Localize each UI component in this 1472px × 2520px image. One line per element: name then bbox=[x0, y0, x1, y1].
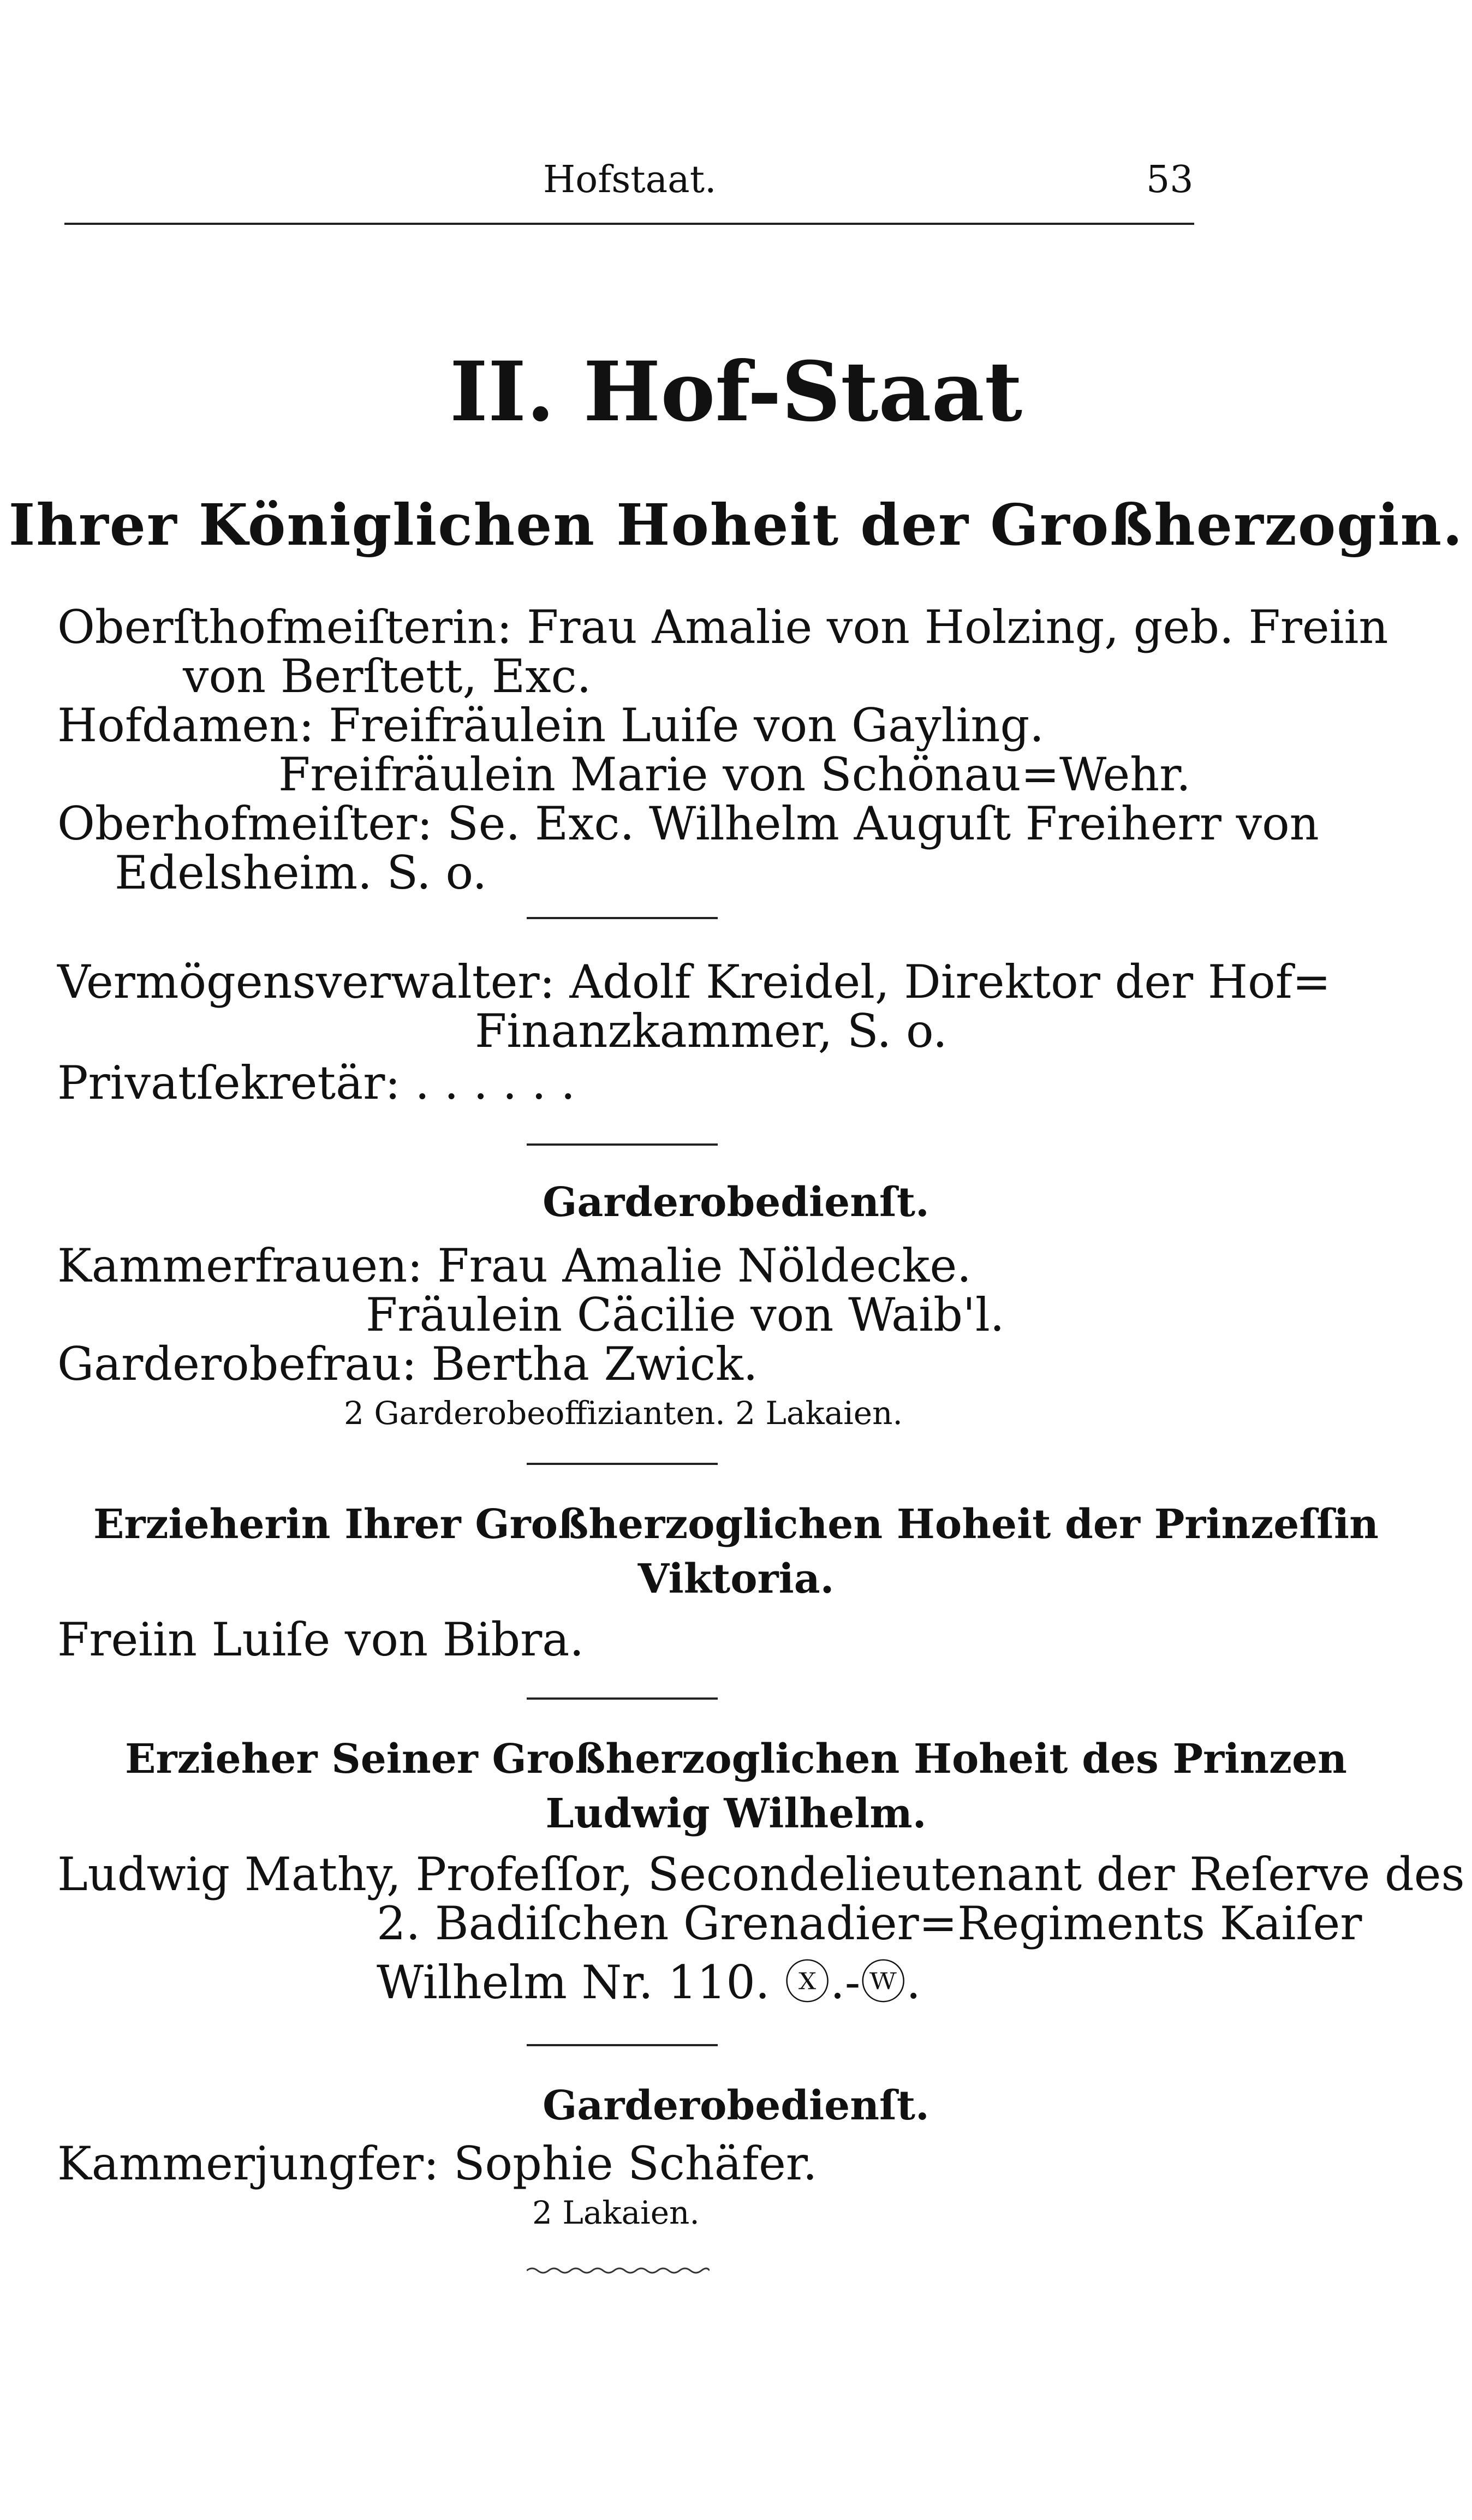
tutor-line3: Wilhelm Nr. 110. ⓧ.-ⓦ. bbox=[377, 1956, 921, 2009]
wardrobe2-staff: 2 Lakaien. bbox=[532, 2194, 700, 2231]
wardrobe2-heading: Garderobedienſt. bbox=[543, 2082, 929, 2129]
block1-line4: Freifräulein Marie von Schönau=Wehr. bbox=[278, 748, 1191, 801]
closing-ornament bbox=[527, 2265, 710, 2276]
separator-rule bbox=[527, 1143, 718, 1146]
block1-line6: Edelsheim. S. o. bbox=[115, 846, 487, 899]
block1-line2: von Berſtett, Exc. bbox=[183, 650, 592, 703]
block1-line1: Oberſthofmeiſterin: Frau Amalie von Holzing, geb. Freiin bbox=[57, 600, 1388, 654]
block1-line5: Oberhofmeiſter: Se. Exc. Wilhelm Auguſt Freiherr von bbox=[57, 797, 1319, 850]
chapter-subtitle: Ihrer Königlichen Hoheit der Großherzogin. bbox=[8, 491, 1464, 558]
block1-line3: Hofdamen: Freifräulein Luiſe von Gayling. bbox=[57, 699, 1044, 752]
tutor-line2: 2. Badiſchen Grenadier=Regiments Kaiſer bbox=[377, 1897, 1362, 1950]
wardrobe2-line1: Kammerjungfer: Sophie Schäfer. bbox=[57, 2137, 818, 2190]
running-head: Hofstaat. bbox=[543, 158, 717, 201]
block2-line1: Vermögensverwalter: Adolf Kreidel, Direktor der Hof= bbox=[57, 955, 1331, 1009]
tutor-heading-cont: Ludwig Wilhelm. bbox=[545, 1790, 927, 1837]
governess-heading-cont: Viktoria. bbox=[637, 1556, 835, 1602]
page-number: 53 bbox=[1146, 158, 1194, 201]
separator-rule bbox=[527, 2044, 718, 2046]
separator-rule bbox=[527, 1697, 718, 1700]
governess-line1: Freiin Luiſe von Bibra. bbox=[57, 1613, 585, 1666]
tutor-heading: Erzieher Seiner Großherzoglichen Hoheit des Prinzen bbox=[125, 1736, 1347, 1783]
block2-line3: Privatſekretär: . . . . . . bbox=[57, 1056, 576, 1110]
tutor-line1: Ludwig Mathy, Profeſſor, Secondelieutenant der Reſerve des bbox=[57, 1848, 1465, 1901]
wardrobe-heading: Garderobedienſt. bbox=[543, 1179, 929, 1226]
wardrobe1-staff: 2 Garderobeoffizianten. 2 Lakaien. bbox=[344, 1395, 903, 1432]
governess-heading: Erzieherin Ihrer Großherzoglichen Hoheit der Prinzeſſin bbox=[93, 1501, 1379, 1548]
wardrobe1-line1: Kammerfrauen: Frau Amalie Nöldecke. bbox=[57, 1239, 972, 1292]
separator-rule bbox=[527, 1463, 718, 1465]
header-rule bbox=[64, 223, 1194, 225]
block2-line2: Finanzkammer, S. o. bbox=[475, 1004, 947, 1058]
wardrobe1-line2: Fräulein Cäcilie von Waib'l. bbox=[366, 1288, 1005, 1342]
chapter-title: II. Hof-Staat bbox=[449, 344, 1023, 440]
wardrobe1-line3: Garderobefrau: Bertha Zwick. bbox=[57, 1337, 758, 1391]
separator-rule bbox=[527, 917, 718, 919]
